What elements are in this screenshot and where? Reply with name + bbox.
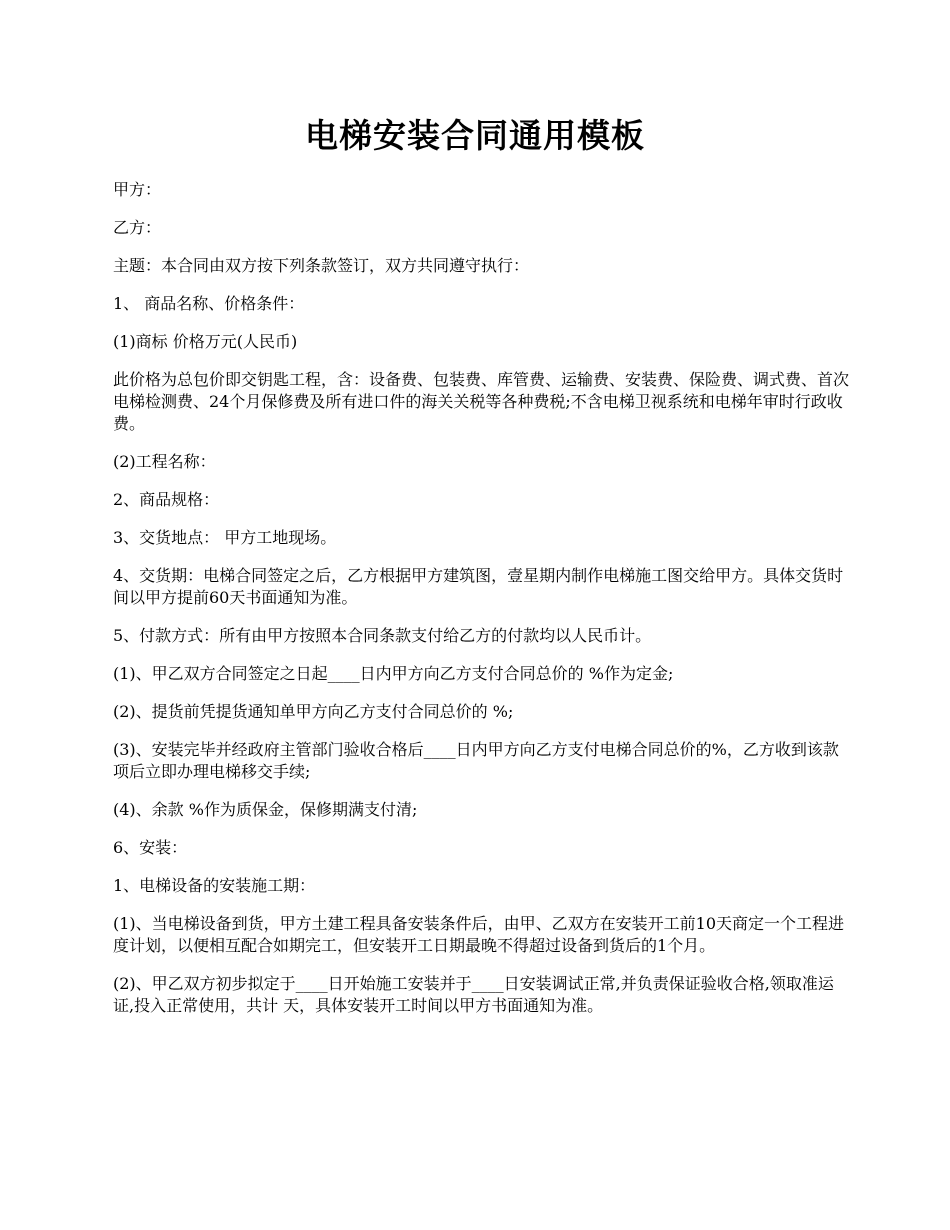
clause-1-heading: 1、 商品名称、价格条件： bbox=[113, 294, 305, 313]
installation-item-2: (2)、甲乙双方初步拟定于____日开始施工安装并于____日安装调试正常,并负责保证验收合格,领取准运证,投入正常使用，共计 天，具体安装开工时间以甲方书面通知为准。 bbox=[113, 974, 834, 1015]
document-title: 电梯安装合同通用模板 bbox=[305, 116, 645, 155]
payment-item-2: (2)、提货前凭提货通知单甲方向乙方支付合同总价的 %; bbox=[113, 702, 514, 721]
payment-item-1: (1)、甲乙双方合同签定之日起____日内甲方向乙方支付合同总价的 %作为定金; bbox=[113, 664, 674, 683]
document-body bbox=[113, 179, 853, 1033]
subject-paragraph: 主题：本合同由双方按下列条款签订，双方共同遵守执行： bbox=[113, 256, 530, 275]
party-b-line: 乙方： bbox=[113, 218, 162, 237]
party-a-line: 甲方： bbox=[113, 180, 162, 199]
clause-1-item-2: (2)工程名称： bbox=[113, 452, 216, 471]
price-description-paragraph: 此价格为总包价即交钥匙工程，含：设备费、包装费、库管费、运输费、安装费、保险费、调式费、首次电梯检测费、24个月保修费及所有进口件的海关关税等各种费税;不含电梯卫视系统和电梯年审时行政收费。 bbox=[113, 370, 850, 433]
clause-3-heading: 3、交货地点： 甲方工地现场。 bbox=[113, 528, 337, 547]
installation-period-heading: 1、电梯设备的安装施工期： bbox=[113, 876, 316, 895]
clause-1-item-1: (1)商标 价格万元(人民币) bbox=[113, 332, 298, 351]
payment-item-3: (3)、安装完毕并经政府主管部门验收合格后____日内甲方向乙方支付电梯合同总价的%，乙方收到该款项后立即办理电梯移交手续; bbox=[113, 740, 839, 781]
clause-6-heading: 6、安装： bbox=[113, 838, 188, 857]
payment-item-4: (4)、余款 %作为质保金，保修期满支付清; bbox=[113, 800, 418, 819]
clause-4-paragraph: 4、交货期：电梯合同签定之后，乙方根据甲方建筑图，壹星期内制作电梯施工图交给甲方。具体交货时间以甲方提前60天书面通知为准。 bbox=[113, 566, 844, 607]
installation-item-1: (1)、当电梯设备到货，甲方土建工程具备安装条件后，由甲、乙双方在安装开工前10天商定一个工程进度计划，以便相互配合如期完工，但安装开工日期最晚不得超过设备到货后的1个月。 bbox=[113, 914, 845, 955]
clause-5-heading: 5、付款方式：所有由甲方按照本合同条款支付给乙方的付款均以人民币计。 bbox=[113, 626, 652, 645]
clause-2-heading: 2、商品规格： bbox=[113, 490, 220, 509]
